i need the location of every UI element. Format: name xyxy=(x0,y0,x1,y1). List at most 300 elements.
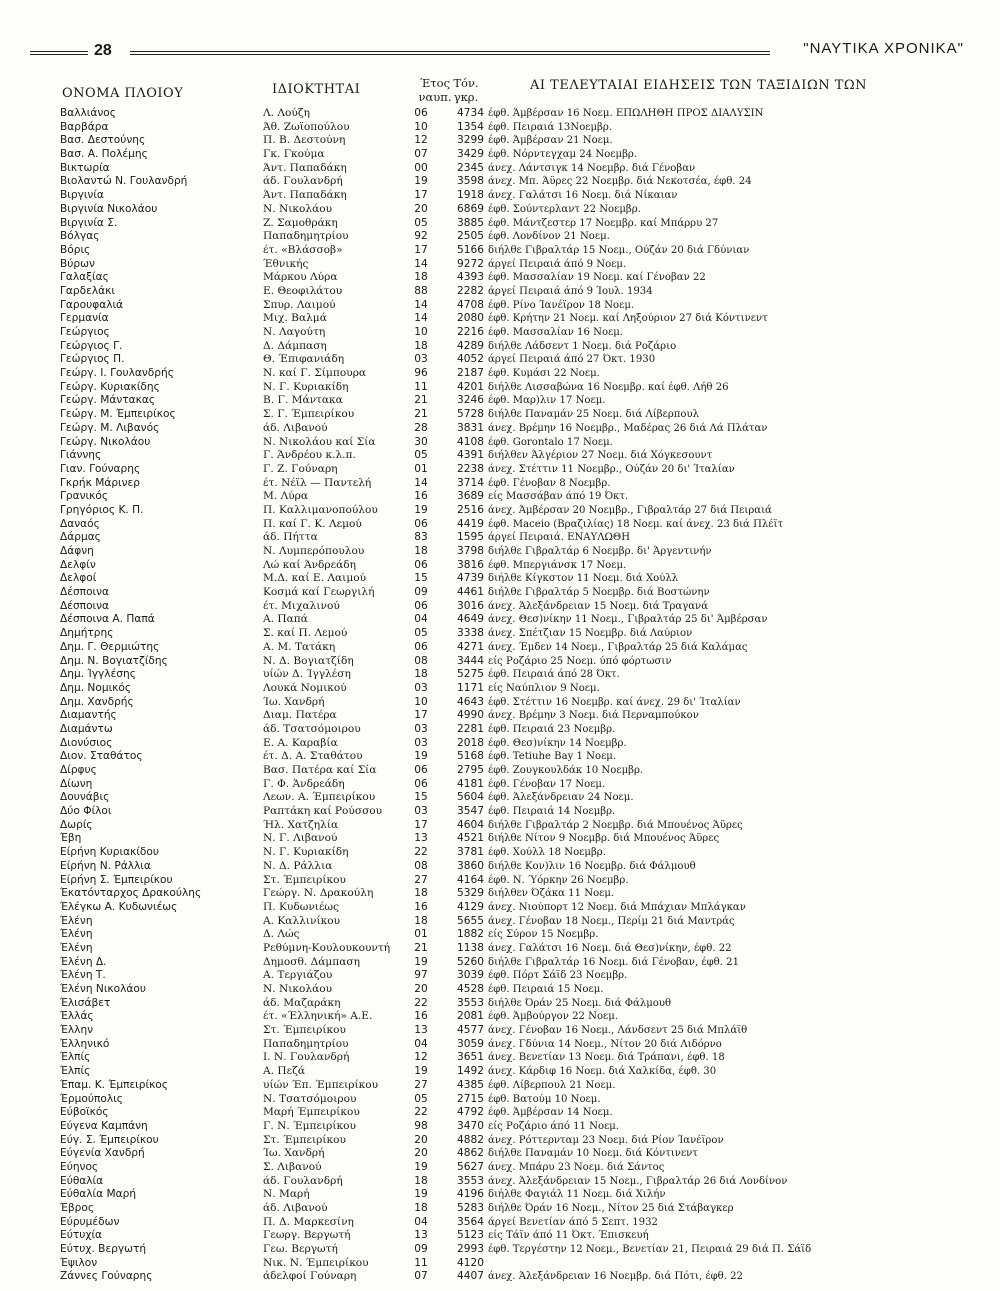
table-row xyxy=(60,203,990,217)
ship-name-cell: Δάφνη xyxy=(60,545,94,557)
owner-cell: Άντ. Παπαδάκη xyxy=(263,161,347,174)
owner-cell: Ν. Γ. Λιβανού xyxy=(263,832,338,845)
table-row xyxy=(60,969,990,983)
year-cell: 30 xyxy=(414,435,428,448)
table-row xyxy=(60,1270,990,1284)
ship-name-cell: Βαρβάρα xyxy=(60,120,109,133)
ship-name-cell: Γεώργ. Μάντακας xyxy=(60,394,156,407)
table-row xyxy=(60,641,990,655)
tonnage-cell: 1492 xyxy=(457,1065,484,1078)
table-row xyxy=(60,709,990,723)
news-cell: άνεχ. Βενετίαν 13 Νοεμ. διά Τράπανι, έφθ. 18 xyxy=(488,1052,725,1064)
ship-name-cell: Δουνάβις xyxy=(60,791,110,804)
ship-name-cell: Δίωνη xyxy=(60,777,93,790)
table-row xyxy=(60,942,990,956)
ship-name-cell: Γεώργ. Μ. Λιβανός xyxy=(60,421,160,434)
ship-name-cell: Έβη xyxy=(60,832,82,845)
tonnage-cell: 1918 xyxy=(457,189,484,202)
owner-cell: Π. Καλλιμανοπούλου xyxy=(263,503,378,516)
owner-cell: Π. Β. Δεστούνη xyxy=(263,134,346,147)
table-row xyxy=(60,928,990,942)
year-cell: 09 xyxy=(414,1243,428,1256)
news-cell: έφθ. Χούλλ 18 Νοεμβρ. xyxy=(488,847,606,859)
ship-name-cell: Διον. Σταθάτος xyxy=(60,750,143,763)
table-row xyxy=(60,175,990,189)
table-row xyxy=(60,230,990,244)
table-row xyxy=(60,477,990,491)
col-header-owners: ΙΔΙΟΚΤΗΤΑΙ xyxy=(272,82,361,97)
news-cell: άνεχ. Ρόττερνταμ 23 Νοεμ. διά Ρίον Ίανέϊρον xyxy=(488,1134,724,1146)
table-row xyxy=(60,326,990,340)
tonnage-cell: 4196 xyxy=(457,1188,484,1201)
owner-cell: έτ. «Έλληνική» Α.Ε. xyxy=(263,1010,373,1023)
owner-cell: Έθνικής xyxy=(263,257,309,270)
ship-name-cell: Βιολαντώ Ν. Γουλανδρή xyxy=(60,175,188,188)
ship-name-cell: Έρμούπολις xyxy=(60,1092,123,1105)
tonnage-cell: 4577 xyxy=(457,1024,484,1037)
ship-name-cell: Γεώργιος xyxy=(60,326,110,338)
ship-name-cell: Δημήτρης xyxy=(60,627,114,640)
table-row xyxy=(60,1229,990,1243)
tonnage-cell: 2282 xyxy=(457,284,484,297)
table-row xyxy=(60,627,990,641)
owner-cell: Γκ. Γκούμα xyxy=(263,148,325,161)
table-row xyxy=(60,613,990,627)
news-cell: άνεχ. Κάρδιφ 16 Νοεμ. διά Χαλκίδα, έφθ. 30 xyxy=(488,1066,717,1078)
ship-name-cell: Έλένη Νικολάου xyxy=(60,983,146,995)
year-cell: 19 xyxy=(414,503,428,516)
ship-name-cell: Έλπίς xyxy=(60,1051,91,1064)
tonnage-cell: 4521 xyxy=(457,832,484,845)
table-row xyxy=(60,1134,990,1148)
tonnage-cell: 1138 xyxy=(457,941,484,954)
table-row xyxy=(60,1243,990,1257)
owner-cell: Άντ. Παπαδάκη xyxy=(263,189,347,202)
owner-cell: Ν. Γ. Κυριακίδη xyxy=(263,380,349,393)
news-cell: έφθ. Άμβέρσαν 21 Νοεμ. xyxy=(488,135,613,147)
tonnage-cell: 4734 xyxy=(457,107,484,119)
tonnage-cell: 3444 xyxy=(457,654,484,667)
tonnage-cell: 4792 xyxy=(457,1106,484,1119)
table-row xyxy=(60,668,990,682)
ship-name-cell: Δέσποινα xyxy=(60,586,110,599)
tonnage-cell: 4391 xyxy=(457,449,484,462)
news-cell: έφθ. Ρίνο Ίανέϊρον 18 Νοεμ. xyxy=(488,299,635,311)
tonnage-cell: 1171 xyxy=(457,681,484,694)
table-row xyxy=(60,394,990,408)
year-cell: 15 xyxy=(414,572,428,585)
table-row xyxy=(60,682,990,696)
news-cell: έφθ. Τεργέστην 12 Νοεμ., Βενετίαν 21, Πειραιά 29 διά Π. Σάϊδ xyxy=(488,1244,812,1256)
owner-cell: Ι. Ν. Γουλανδρή xyxy=(263,1051,350,1064)
table-row xyxy=(60,162,990,176)
ship-name-cell: Γεώργ. Νικολάου xyxy=(60,435,151,448)
news-cell: άνεχ. Άλεξάνδρειαν 15 Νοεμ., Γιβραλτάρ 26 διά Λονδίνον xyxy=(488,1175,788,1187)
news-cell: έφθ. Λονδίνον 21 Νοεμ. xyxy=(488,231,610,243)
news-cell: άργεί Πειραιά άπό 9 Ίουλ. 1934 xyxy=(488,285,653,297)
year-cell: 18 xyxy=(414,668,428,681)
ship-name-cell: Διονύσιος xyxy=(60,736,113,749)
year-cell: 01 xyxy=(414,928,428,941)
year-cell: 18 xyxy=(414,545,428,557)
owner-cell: Λ. Λούζη xyxy=(263,107,310,119)
ship-name-cell: Γρηγόριος Κ. Π. xyxy=(60,503,144,516)
ship-name-cell: Γαρδελάκι xyxy=(60,284,115,297)
ship-name-cell: Ζάννες Γούναρης xyxy=(60,1270,153,1283)
owner-cell: Μ.Δ. καί Ε. Λαιμού xyxy=(263,572,367,585)
tonnage-cell: 4052 xyxy=(457,353,484,366)
tonnage-cell: 3885 xyxy=(457,216,484,229)
tonnage-cell: 3039 xyxy=(457,969,484,982)
tonnage-cell: 2516 xyxy=(457,503,484,516)
year-cell: 05 xyxy=(414,216,428,229)
ship-name-cell: Δίρφυς xyxy=(60,764,97,776)
news-cell: άνεχ. Μπ. Άϋρες 22 Νοεμβρ. διά Νεκοτσέα, έφθ. 24 xyxy=(488,176,752,188)
tonnage-cell: 1354 xyxy=(457,120,484,133)
news-cell: είς Ροζάριο άπό 11 Νοεμ. xyxy=(488,1120,620,1132)
news-cell: έφθ. Μάντζεστερ 17 Νοεμβρ. καί Μπάρρυ 27 xyxy=(488,217,719,229)
table-row xyxy=(60,1120,990,1134)
year-cell: 07 xyxy=(414,148,428,161)
news-cell: άνεχ. Άμβέρσαν 20 Νοεμβρ., Γιβραλτάρ 27 διά Πειραιά xyxy=(488,504,772,516)
table-row xyxy=(60,504,990,518)
table-row xyxy=(60,134,990,148)
table-row xyxy=(60,285,990,299)
year-cell: 19 xyxy=(414,955,428,968)
news-cell: έφθ. Πειραιά 23 Νοεμβρ. xyxy=(488,723,616,735)
year-cell: 97 xyxy=(414,969,428,982)
year-cell: 83 xyxy=(414,531,428,544)
page-number: 28 xyxy=(88,42,118,60)
ship-name-cell: Γερμανία xyxy=(60,312,109,325)
ship-name-cell: Διαμάντω xyxy=(60,722,113,735)
tonnage-cell: 5168 xyxy=(457,750,484,763)
year-cell: 28 xyxy=(414,421,428,434)
owner-cell: έτ. Νέϊλ — Παντελή xyxy=(263,476,372,489)
ship-name-cell: Είρήνη Σ. Έμπειρίκου xyxy=(60,873,173,886)
tonnage-cell: 4181 xyxy=(457,777,484,790)
tonnage-cell: 2715 xyxy=(457,1092,484,1105)
owner-cell: Λώ καί Άνδρεάδη xyxy=(263,558,357,571)
news-cell: άνεχ. Γένοβαν 18 Νοεμ., Περίμ 21 διά Μαντράς xyxy=(488,915,735,927)
year-cell: 10 xyxy=(414,695,428,708)
news-cell: άργεί Πειραιά άπό 9 Νοεμ. xyxy=(488,258,627,270)
ship-name-cell: Γεώργιος Π. xyxy=(60,353,125,366)
tonnage-cell: 2281 xyxy=(457,722,484,735)
table-row xyxy=(60,312,990,326)
year-cell: 06 xyxy=(414,599,428,612)
year-cell: 22 xyxy=(414,996,428,1009)
ship-name-cell: Γιάννης xyxy=(60,449,102,462)
col-header-news: ΑΙ ΤΕΛΕΥΤΑΙΑΙ ΕΙΔΗΣΕΙΣ ΤΩΝ ΤΑΞΙΔΙΩΝ ΤΩΝ xyxy=(530,78,868,93)
news-cell: είς Σύρον 15 Νοεμβρ. xyxy=(488,929,599,941)
tonnage-cell: 3547 xyxy=(457,805,484,818)
table-row xyxy=(60,258,990,272)
ship-name-cell: Έλένη Τ. xyxy=(60,969,106,982)
ship-name-cell: Βόλγας xyxy=(60,230,100,243)
year-cell: 13 xyxy=(414,832,428,845)
publication-title: "ΝΑΥΤΙΚΑ ΧΡΟΝΙΚΑ" xyxy=(797,40,970,57)
owner-cell: υίών Δ. Ίγγλέση xyxy=(263,668,351,681)
year-cell: 13 xyxy=(414,1024,428,1037)
ship-name-cell: Είρήνη Κυριακίδου xyxy=(60,846,160,859)
tonnage-cell: 5655 xyxy=(457,914,484,927)
news-cell: άνεχ. Βρέμην 3 Νοεμ. διά Περναμπούκον xyxy=(488,710,699,722)
owner-cell: Ίω. Χανδρή xyxy=(263,1147,325,1160)
news-cell: έφθ. Άλεξάνδρειαν 24 Νοεμ. xyxy=(488,792,634,804)
tonnage-cell: 4643 xyxy=(457,695,484,708)
owner-cell: Βασ. Πατέρα καί Σία xyxy=(263,764,377,776)
owner-cell: Λουκά Νομικού xyxy=(263,681,347,694)
owner-cell: Στ. Έμπειρίκου xyxy=(263,1024,346,1037)
table-row xyxy=(60,860,990,874)
ship-name-cell: Δημ. Ίγγλέσης xyxy=(60,668,136,681)
owner-cell: Π. Δ. Μαρκεσίνη xyxy=(263,1215,354,1228)
ship-name-cell: Έλένη Δ. xyxy=(60,955,107,968)
tonnage-cell: 5260 xyxy=(457,955,484,968)
news-cell: άργεί Βενετίαν άπό 5 Σεπτ. 1932 xyxy=(488,1216,658,1228)
owner-cell: άδ. Μαζαράκη xyxy=(263,996,341,1009)
table-row xyxy=(60,1161,990,1175)
news-cell: έφθ. Θεσ)νίκην 14 Νοεμβρ. xyxy=(488,737,627,749)
table-row xyxy=(60,121,990,135)
owner-cell: Δημοσθ. Δάμπαση xyxy=(263,955,360,968)
tonnage-cell: 2345 xyxy=(457,161,484,174)
year-cell: 20 xyxy=(414,1147,428,1160)
tonnage-cell: 2216 xyxy=(457,326,484,338)
ship-name-cell: Δάρμας xyxy=(60,531,101,544)
tonnage-cell: 3831 xyxy=(457,421,484,434)
news-cell: διήλθε Γιβραλτάρ 16 Νοεμ. διά Γένοβαν, έφθ. 21 xyxy=(488,956,739,968)
news-cell: έφθ. Ζουγκουλδάκ 10 Νοεμβρ. xyxy=(488,765,644,776)
tonnage-cell: 2018 xyxy=(457,736,484,749)
news-cell: διήλθε Γιβραλτάρ 2 Νοεμβρ. διά Μπουένος Άϋρες xyxy=(488,819,743,831)
table-row xyxy=(60,1147,990,1161)
table-row xyxy=(60,367,990,381)
tonnage-cell: 5123 xyxy=(457,1229,484,1242)
tonnage-cell: 2081 xyxy=(457,1010,484,1023)
owner-cell: άδ. Τσατσόμοιρου xyxy=(263,722,361,735)
table-row xyxy=(60,1079,990,1093)
news-cell: διήλθε Όράν 16 Νοεμ., Νίτον 25 διά Στάβαγκερ xyxy=(488,1203,734,1214)
year-cell: 16 xyxy=(414,490,428,503)
owner-cell: Κοσμά καί Γεωργιλή xyxy=(263,586,375,599)
year-cell: 03 xyxy=(414,353,428,366)
ship-name-cell: Βασ. Α. Πολέμης xyxy=(60,148,148,161)
ship-name-cell: Εύθαλία xyxy=(60,1174,104,1187)
news-cell: άνεχ. Άλεξάνδρειαν 16 Νοεμβρ. διά Πότι, έφθ. 22 xyxy=(488,1271,743,1283)
year-cell: 14 xyxy=(414,257,428,270)
owner-cell: Γ. Ζ. Γούναρη xyxy=(263,462,338,475)
news-cell: διήλθε Παναμάν 25 Νοεμ. διά Λίβερπουλ xyxy=(488,409,700,421)
tonnage-cell: 3429 xyxy=(457,148,484,161)
ship-name-cell: Δέσποινα xyxy=(60,599,110,612)
year-cell: 17 xyxy=(414,709,428,722)
table-row xyxy=(60,737,990,751)
ship-name-cell: Έλέγκω Α. Κυδωνιέως xyxy=(60,900,178,913)
owner-cell: Π. Κυδωνιέως xyxy=(263,900,339,913)
owner-cell: Ν. Νικολάου καί Σία xyxy=(263,435,376,448)
news-cell: διήλθε Γιβραλτάρ 5 Νοεμβρ. διά Βοστώνην xyxy=(488,587,710,599)
table-row xyxy=(60,559,990,573)
table-row xyxy=(60,915,990,929)
table-row xyxy=(60,983,990,997)
year-cell: 04 xyxy=(414,1215,428,1228)
news-cell: άνεχ. Στέττιν 11 Νοεμβρ., Ούζάν 20 δι' Ίταλίαν xyxy=(488,463,735,475)
owner-cell: Διαμ. Πατέρα xyxy=(263,709,337,722)
ship-name-cell: Δέσποινα Α. Παπά xyxy=(60,613,155,626)
ship-name-cell: Εύθαλία Μαρή xyxy=(60,1188,137,1201)
year-cell: 18 xyxy=(414,887,428,900)
table-row xyxy=(60,1202,990,1216)
owner-cell: Α. Παπά xyxy=(263,613,308,626)
owner-cell: Δ. Δάμπαση xyxy=(263,339,327,352)
col-header-tonnage: Τόν. γκρ. xyxy=(453,76,479,104)
tonnage-cell: 3338 xyxy=(457,627,484,640)
table-row xyxy=(60,1038,990,1052)
ship-name-cell: Έπαμ. Κ. Έμπειρίκος xyxy=(60,1078,169,1091)
news-cell: διήλθε Όράν 25 Νοεμ. διά Φάλμουθ xyxy=(488,997,672,1009)
tonnage-cell: 4164 xyxy=(457,873,484,886)
owner-cell: άδ. Λιβανού xyxy=(263,421,328,434)
news-cell: έφθ. Άμβέρσαν 16 Νοεμ. ΕΠΩΛΗΘΗ ΠΡΟΣ ΔΙΑΛΥΣΙΝ xyxy=(488,108,764,119)
tonnage-cell: 3860 xyxy=(457,859,484,872)
news-cell: έφθ. Σούντερλαντ 22 Νοεμβρ. xyxy=(488,203,641,215)
table-row xyxy=(60,572,990,586)
owner-cell: Στ. Έμπειρίκου xyxy=(263,873,346,886)
year-cell: 06 xyxy=(414,558,428,571)
news-cell: άργεί Πειραιά. ΕΝΑΥΛΩΘΗ xyxy=(488,532,630,544)
ship-name-cell: Δωρίς xyxy=(60,818,93,831)
table-row xyxy=(60,518,990,532)
table-row xyxy=(60,1188,990,1202)
year-cell: 06 xyxy=(414,777,428,790)
table-row xyxy=(60,299,990,313)
ship-name-cell: Έβρος xyxy=(60,1202,95,1214)
ship-name-cell: Έλλάς xyxy=(60,1010,94,1023)
news-cell: διήλθε Λάδσεντ 1 Νοεμ. διά Ροζάριο xyxy=(488,340,677,352)
ship-name-cell: Εύτυχία xyxy=(60,1229,103,1242)
news-cell: διήλθεν Όζάκα 11 Νοεμ. xyxy=(488,888,615,900)
news-cell: έφθ. Λίβερπουλ 21 Νοεμ. xyxy=(488,1079,616,1091)
tonnage-cell: 3553 xyxy=(457,1174,484,1187)
owner-cell: Μαρή Έμπειρίκου xyxy=(263,1106,360,1119)
owner-cell: Σ. Λιβανού xyxy=(263,1160,322,1173)
owner-cell: Π. καί Γ. Κ. Λεμού xyxy=(263,517,362,530)
news-cell: είς Τάϊν άπό 11 Όκτ. Έπισκευή xyxy=(488,1230,649,1242)
tonnage-cell: 5329 xyxy=(457,887,484,900)
owner-cell: έτ. «Βλάσσοβ» xyxy=(263,243,343,256)
year-cell: 06 xyxy=(414,640,428,653)
owner-cell: Ν. Τσατσόμοιρου xyxy=(263,1092,357,1105)
tonnage-cell: 5275 xyxy=(457,668,484,681)
tonnage-cell: 2505 xyxy=(457,230,484,243)
ship-name-cell: Εύηνος xyxy=(60,1160,99,1173)
owner-cell: Σπυρ. Λαιμού xyxy=(263,298,336,311)
owner-cell: Ίω. Χανδρή xyxy=(263,695,325,708)
news-cell: έφθ. Νόρντεγχαμ 24 Νοεμβρ. xyxy=(488,149,638,161)
ship-name-cell: Γεώργ. Κυριακίδης xyxy=(60,380,160,393)
tonnage-cell: 3714 xyxy=(457,476,484,489)
table-row xyxy=(60,1216,990,1230)
table-row xyxy=(60,832,990,846)
news-cell: άνεχ. Βρέμην 16 Νοεμβρ., Μαδέρας 26 διά Λά Πλάταν xyxy=(488,422,768,434)
news-cell: διήλθε Λισσαβώνα 16 Νοεμβρ. καί έφθ. Λήθ 26 xyxy=(488,381,729,393)
year-cell: 88 xyxy=(414,284,428,297)
year-cell: 92 xyxy=(414,230,428,243)
ship-name-cell: Είρήνη Ν. Ράλλια xyxy=(60,859,151,872)
tonnage-cell: 5283 xyxy=(457,1202,484,1214)
table-row xyxy=(60,189,990,203)
tonnage-cell: 3553 xyxy=(457,996,484,1009)
owner-cell: έτ. Μιχαλινού xyxy=(263,599,340,612)
year-cell: 06 xyxy=(414,764,428,776)
owner-cell: άδ. Λιβανού xyxy=(263,1202,328,1214)
table-row xyxy=(60,887,990,901)
year-cell: 03 xyxy=(414,805,428,818)
ship-name-cell: Βασ. Δεστούνης xyxy=(60,134,146,147)
year-cell: 08 xyxy=(414,859,428,872)
tonnage-cell: 4393 xyxy=(457,271,484,284)
ship-name-cell: Γεώργιος Γ. xyxy=(60,339,123,352)
owner-cell: Ρεθύμνη-Κουλουκουντή xyxy=(263,941,391,954)
table-row xyxy=(60,422,990,436)
ship-name-cell: Δαναός xyxy=(60,517,100,530)
news-cell: έφθ. Μασσαλίαν 19 Νοεμ. καί Γένοβαν 22 xyxy=(488,272,706,284)
table-row xyxy=(60,655,990,669)
ship-name-cell: Έλένη xyxy=(60,941,93,954)
ship-name-cell: Βιργινία Νικολάου xyxy=(60,202,158,215)
tonnage-cell: 4604 xyxy=(457,818,484,831)
year-cell: 10 xyxy=(414,120,428,133)
table-row xyxy=(60,353,990,367)
ship-name-cell: Δημ. Ν. Βογιατζίδης xyxy=(60,654,168,667)
tonnage-cell: 3564 xyxy=(457,1215,484,1228)
tonnage-cell: 3470 xyxy=(457,1119,484,1132)
ship-name-cell: Βόρις xyxy=(60,243,91,256)
year-cell: 19 xyxy=(414,750,428,763)
year-cell: 20 xyxy=(414,1133,428,1146)
year-cell: 17 xyxy=(414,189,428,202)
owner-cell: Ν. καί Γ. Σίμπουρα xyxy=(263,367,367,380)
owner-cell: Β. Γ. Μάντακα xyxy=(263,394,343,407)
news-cell: είς Μασσάβαν άπό 19 Όκτ. xyxy=(488,491,629,503)
table-row xyxy=(60,778,990,792)
year-cell: 00 xyxy=(414,161,428,174)
news-cell: άνεχ. Θεσ)νίκην 11 Νοεμ., Γιβραλτάρ 25 δι' Άμβέρσαν xyxy=(488,614,768,626)
tonnage-cell: 3689 xyxy=(457,490,484,503)
owner-cell: Α. Πεζά xyxy=(263,1065,306,1078)
tonnage-cell: 4649 xyxy=(457,613,484,626)
table-row xyxy=(60,217,990,231)
ship-name-cell: Δελφοί xyxy=(60,572,97,585)
year-cell: 03 xyxy=(414,722,428,735)
tonnage-cell: 5604 xyxy=(457,791,484,804)
year-cell: 17 xyxy=(414,243,428,256)
owner-cell: Σ. καί Π. Λεμού xyxy=(263,627,348,640)
table-row xyxy=(60,764,990,778)
news-cell: διήλθε Παναμάν 10 Νοεμ. διά Κόντινεντ xyxy=(488,1148,698,1160)
table-row xyxy=(60,1175,990,1189)
ship-name-cell: Εύβοϊκός xyxy=(60,1106,109,1119)
table-row xyxy=(60,107,990,121)
news-cell: διήλθε Φαγιάλ 11 Νοεμ. διά Χιλήν xyxy=(488,1189,666,1201)
owner-cell: Ν. Μαρή xyxy=(263,1188,310,1201)
owner-cell: Ν. Γ. Κυριακίδη xyxy=(263,846,349,859)
col-header-ship-name: ΟΝΟΜΑ ΠΛΟΙΟΥ xyxy=(62,86,184,101)
year-cell: 19 xyxy=(414,1065,428,1078)
year-cell: 04 xyxy=(414,1037,428,1050)
